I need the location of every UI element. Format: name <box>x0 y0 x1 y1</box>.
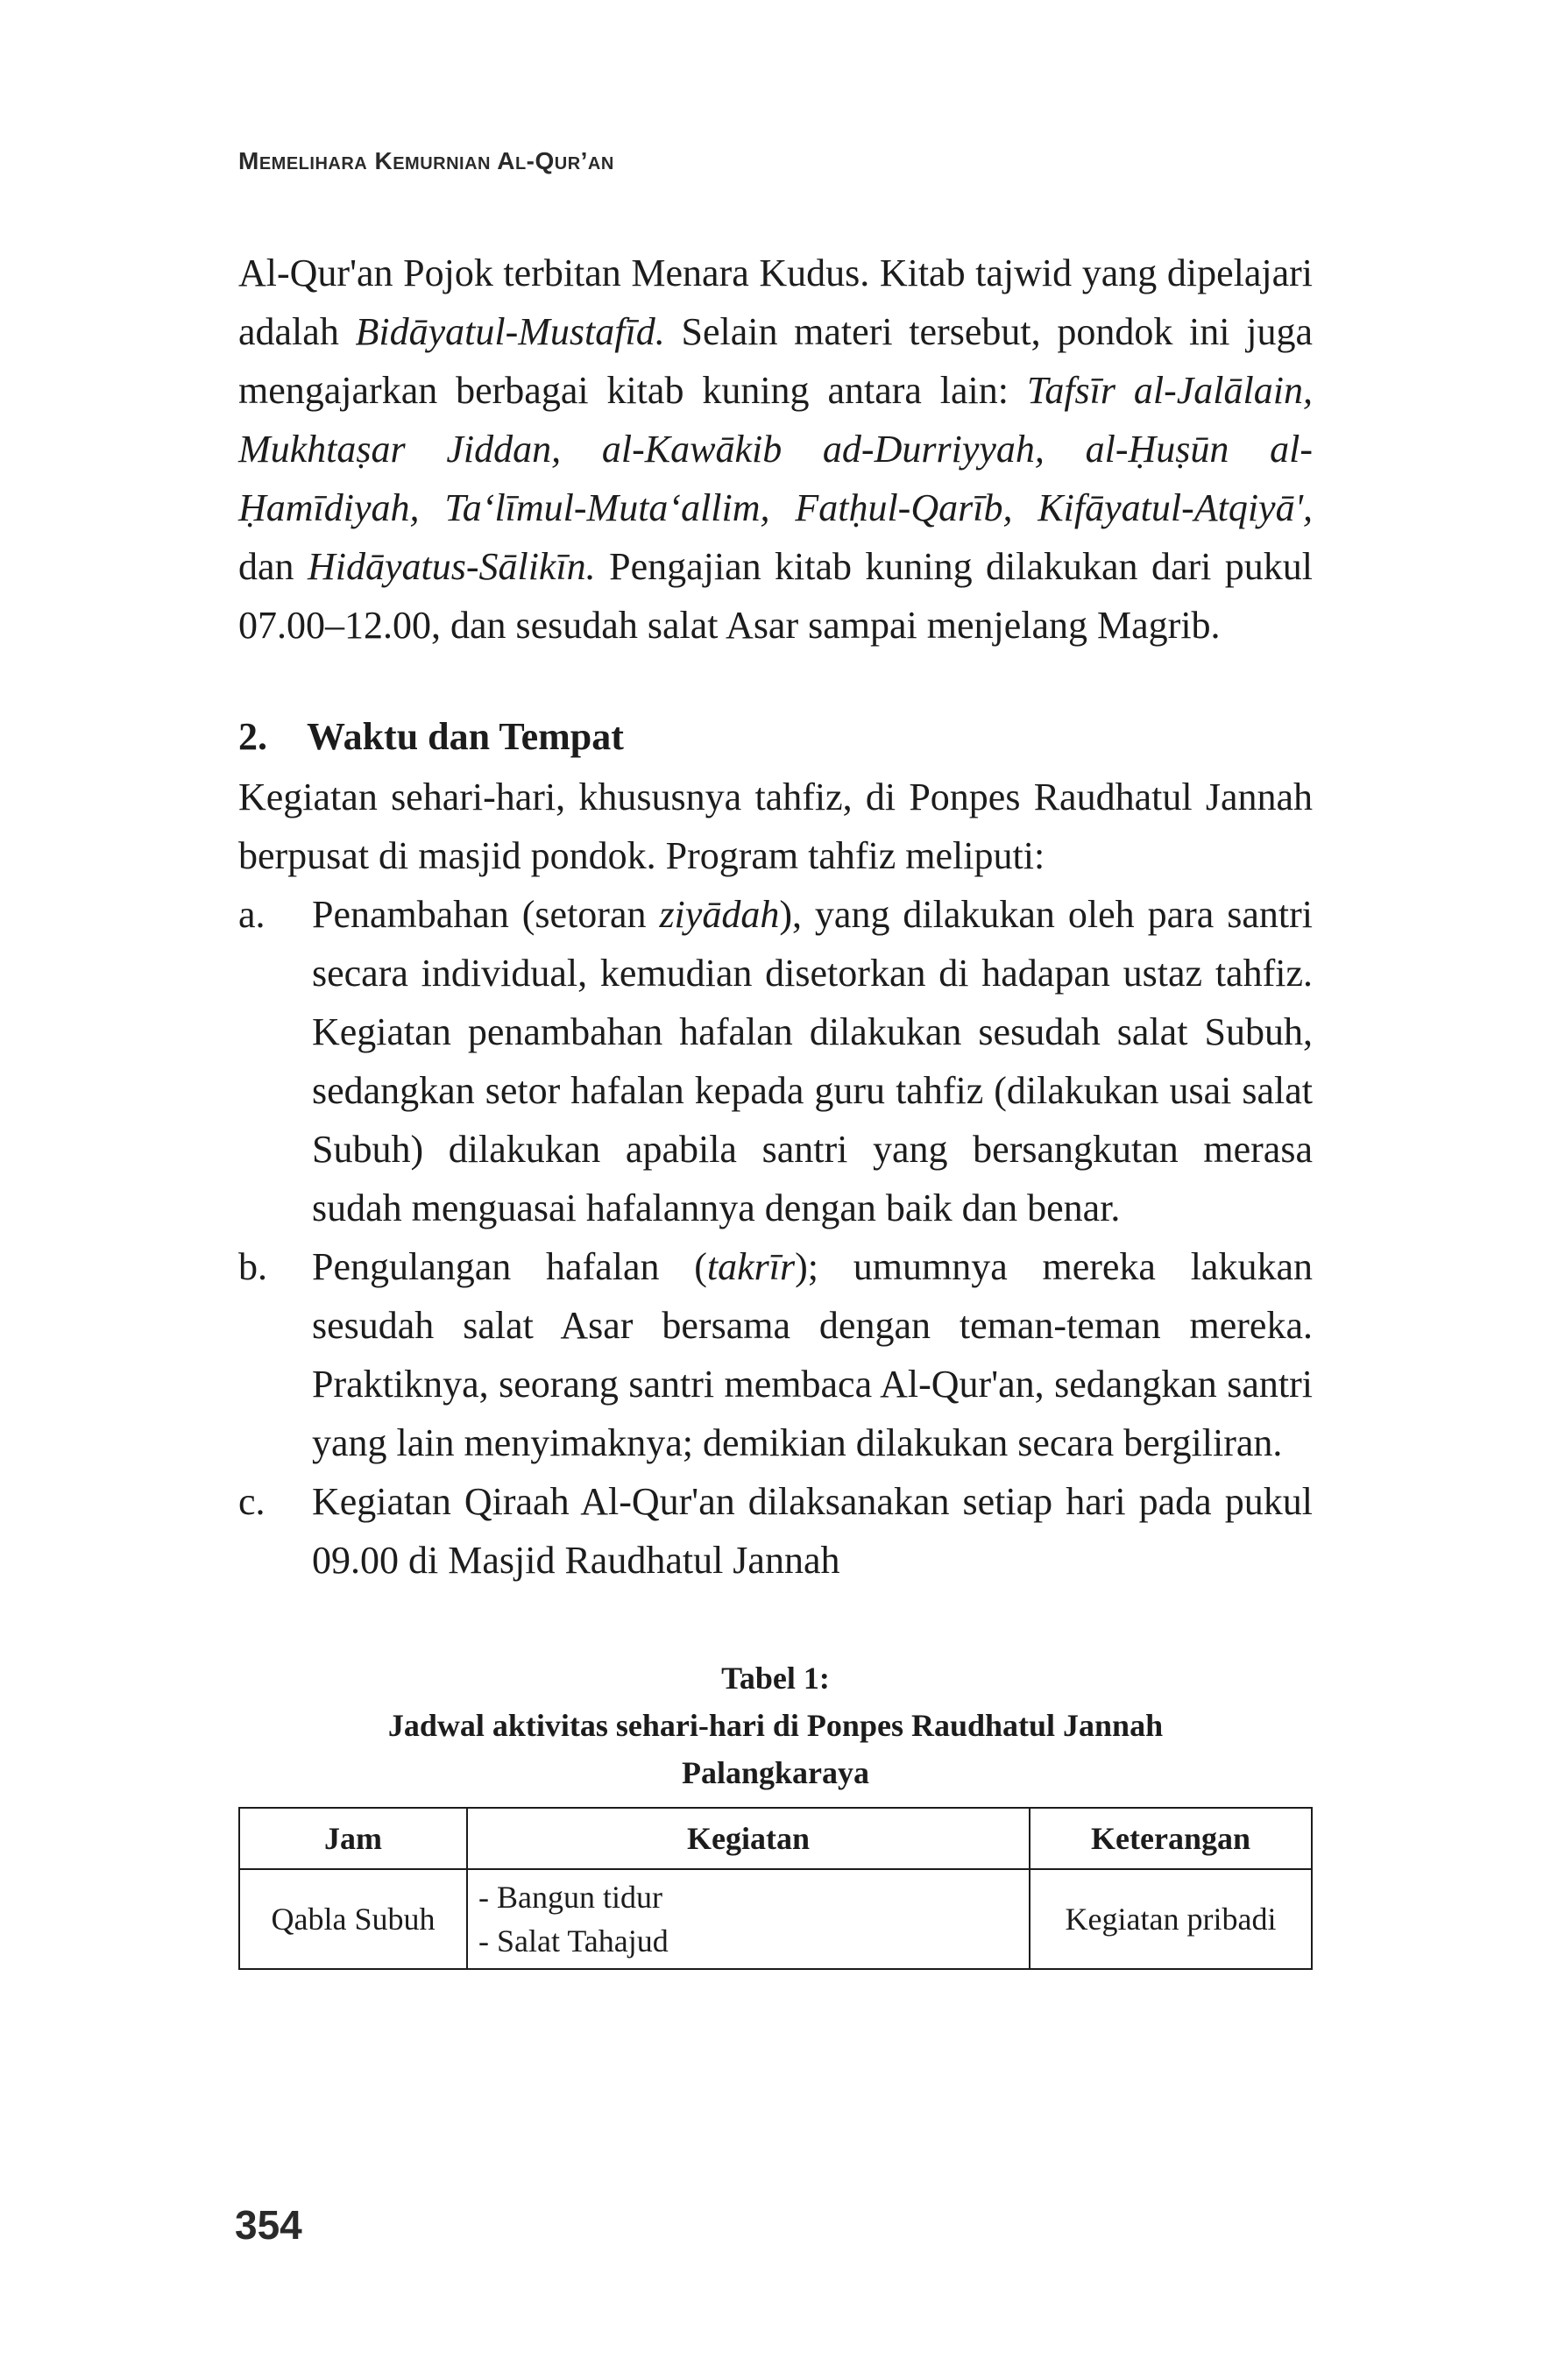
program-list <box>238 885 1313 1590</box>
list-item-text: ), yang dilakukan oleh para santri secara individual, kemudian disetorkan di hadapan ustaz tahfiz. Kegiatan penambahan hafalan dilakukan sesudah salat Subuh, sedangkan setor hafalan kepada guru tahfiz (dilakukan usai salat Subuh) dilakukan apabila santri yang bersangkutan merasa sudah menguasai hafalannya dengan baik dan benar. <box>312 893 1313 1229</box>
intro-italic-1: Bidāyatul-Mustafīd. <box>355 310 665 353</box>
intro-text-4: Pengajian kitab kuning dilakukan dari pukul 07.00–12.00, dan sesudah salat Asar sampai menjelang Magrib. <box>238 545 1314 647</box>
list-marker: a. <box>238 893 266 936</box>
list-item-text: ); umumnya mereka lakukan sesudah salat Asar bersama dengan teman-teman mereka. Praktiknya, seorang santri membaca Al-Qur'an, sedangkan santri yang lain menyimaknya; demikian dilakukan secara bergiliran. <box>312 1245 1313 1464</box>
list-item-c <box>238 1472 1313 1590</box>
list-item-text: Kegiatan Qiraah Al-Qur'an dilaksanakan setiap hari pada pukul 09.00 di Masjid Raudhatul Jannah <box>312 1480 1313 1582</box>
section-number: 2. <box>238 715 267 758</box>
header-kegiatan: Kegiatan <box>467 1808 1030 1869</box>
intro-paragraph <box>238 244 1313 655</box>
header-jam: Jam <box>239 1808 467 1869</box>
section-heading <box>238 707 1313 766</box>
table-caption <box>238 1654 1313 1796</box>
list-item-a <box>238 885 1313 1237</box>
intro-text-3: dan <box>238 545 308 588</box>
table-caption-title-cont: Palangkaraya <box>681 1755 869 1790</box>
list-item-italic: ziyādah <box>659 893 780 936</box>
kegiatan-line: - Salat Tahajud <box>478 1923 669 1959</box>
intro-italic-2: Tafsīr al-Jalālain, Mukhtaṣar Jiddan, al-Kawākib ad-Durriyyah, al-Ḥuṣūn al-Ḥamīdiyah, Ta‘līmul-Muta‘allim, Fatḥul-Qarīb, Kifāyatul-Atqiyā', <box>238 369 1313 529</box>
list-marker: c. <box>238 1480 266 1523</box>
list-marker: b. <box>238 1245 267 1288</box>
cell-jam: Qabla Subuh <box>239 1869 467 1969</box>
running-head: Memelihara Kemurnian Al-Qur’an <box>238 147 614 174</box>
section-title: Waktu dan Tempat <box>307 715 624 758</box>
page-number: 354 <box>235 2202 302 2248</box>
cell-keterangan: Kegiatan pribadi <box>1030 1869 1312 1969</box>
page-content <box>238 244 1313 1970</box>
schedule-table <box>238 1807 1313 1970</box>
intro-text-2: Selain materi tersebut, pondok ini juga mengajarkan berbagai kitab kuning antara lain: <box>238 310 1313 412</box>
table-row <box>239 1869 1312 1969</box>
kegiatan-line: - Bangun tidur <box>478 1880 662 1915</box>
list-item-text: Pengulangan hafalan ( <box>312 1245 707 1288</box>
table-caption-label: Tabel 1: <box>721 1661 830 1696</box>
header-keterangan: Keterangan <box>1030 1808 1312 1869</box>
list-item-italic: takrīr <box>706 1245 796 1288</box>
list-item-b <box>238 1237 1313 1472</box>
cell-kegiatan <box>467 1869 1030 1969</box>
intro-text-1: Al-Qur'an Pojok terbitan Menara Kudus. Kitab tajwid yang dipelajari adalah <box>238 251 1313 353</box>
intro-italic-3: Hidāyatus-Sālikīn. <box>307 545 596 588</box>
table-caption-title: Jadwal aktivitas sehari-hari di Ponpes Raudhatul Jannah <box>387 1708 1164 1743</box>
section-intro: Kegiatan sehari-hari, khususnya tahfiz, di Ponpes Raudhatul Jannah berpusat di masjid pondok. Program tahfiz meliputi: <box>238 776 1313 877</box>
table-header-row <box>239 1808 1312 1869</box>
list-item-text: Penambahan (setoran <box>312 893 660 936</box>
